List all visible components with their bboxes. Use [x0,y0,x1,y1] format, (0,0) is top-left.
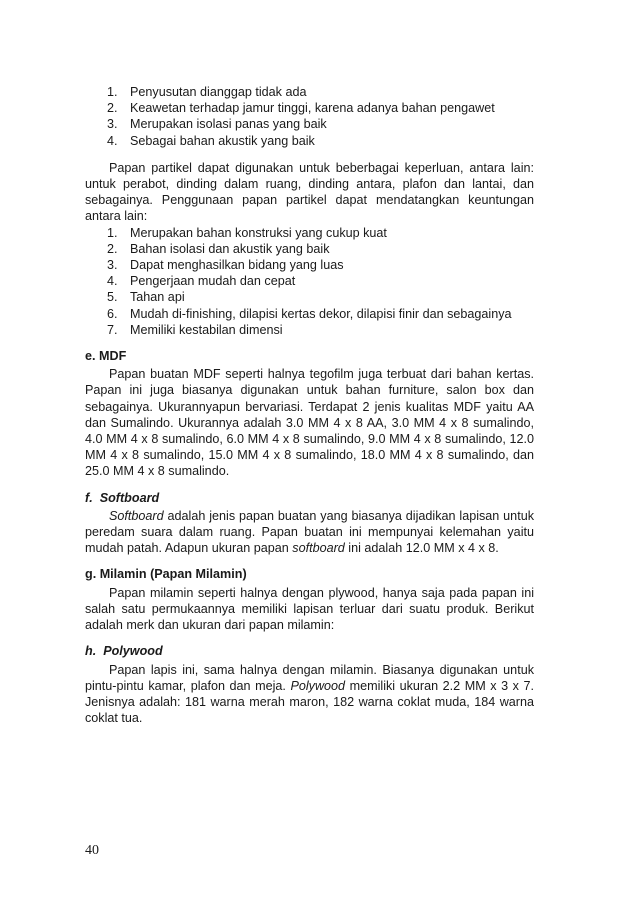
properties-list [85,84,534,149]
polywood-paragraph: Papan lapis ini, sama halnya dengan milamin. Biasanya digunakan untuk pintu-pintu kamar, plafon dan meja. Polywood memiliki ukuran 2.2 MM x 3 x 7. Jenisnya adalah: 181 warna merah maron, 182 warna coklat muda, 184 warna coklat tua. [85,662,534,726]
section-heading-polywood: h. Polywood [85,644,163,659]
milamin-paragraph: Papan milamin seperti halnya dengan plywood, hanya saja pada papan ini salah satu permukaannya memiliki lapisan terluar dari suatu produk. Berikut adalah merk dan ukuran dari papan milamin: [85,585,534,633]
page-number: 40 [85,843,99,858]
list-item: 6. Mudah di-finishing, dilapisi kertas dekor, dilapisi finir dan sebagainya [107,306,512,321]
section-polywood [85,643,534,726]
section-heading-mdf: e. MDF [85,349,127,364]
list-item: 4. Pengerjaan mudah dan cepat [107,274,296,289]
list-item: 1. Merupakan bahan konstruksi yang cukup kuat [107,225,387,240]
list-item: 2. Bahan isolasi dan akustik yang baik [107,241,330,256]
list-item: 3. Merupakan isolasi panas yang baik [107,117,327,132]
advantages-list [85,225,534,338]
section-heading-milamin: g. Milamin (Papan Milamin) [85,567,247,582]
section-softboard [85,490,534,557]
page-content [85,84,534,726]
list-item: 7. Memiliki kestabilan dimensi [107,322,283,337]
list-item: 1. Penyusutan dianggap tidak ada [107,85,307,99]
list-item: 5. Tahan api [107,290,185,305]
mdf-paragraph: Papan buatan MDF seperti halnya tegofilm juga terbuat dari bahan kertas. Papan ini juga biasanya digunakan untuk bahan furniture, salon box dan sebagainya. Ukurannyapun bervariasi. Terdapat 2 jenis kualitas MDF yaitu AA dan Sumalindo. Ukurannya adalah 3.0 MM 4 x 8 AA, 3.0 MM 4 x 8 sumalindo, 4.0 MM 4 x 8 sumalindo, 6.0 MM 4 x 8 sumalindo, 9.0 MM 4 x 8 sumalindo, 12.0 MM 4 x 8 sumalindo, 15.0 MM 4 x 8 sumalindo, 18.0 MM 4 x 8 sumalindo, dan 25.0 MM 4 x 8 sumalindo. [85,367,534,479]
intro-paragraph: Papan partikel dapat digunakan untuk beberbagai keperluan, antara lain: untuk perabot, dinding dalam ruang, dinding antara, plafon dan lantai, dan sebagainya. Penggunaan papan partikel dapat mendatangkan keuntungan antara lain: [85,160,534,224]
section-milamin [85,566,534,633]
section-heading-softboard: f. Softboard [85,490,160,505]
list-item: 2. Keawetan terhadap jamur tinggi, karena adanya bahan pengawet [107,101,495,116]
softboard-paragraph: Softboard adalah jenis papan buatan yang biasanya dijadikan lapisan untuk peredam suara dalam ruang. Papan buatan ini mempunyai kelemahan yaitu mudah patah. Adapun ukuran papan softboard ini adalah 12.0 MM x 4 x 8. [85,508,534,556]
list-item: 3. Dapat menghasilkan bidang yang luas [107,258,344,273]
section-mdf [85,348,534,480]
list-item: 4. Sebagai bahan akustik yang baik [107,133,315,148]
